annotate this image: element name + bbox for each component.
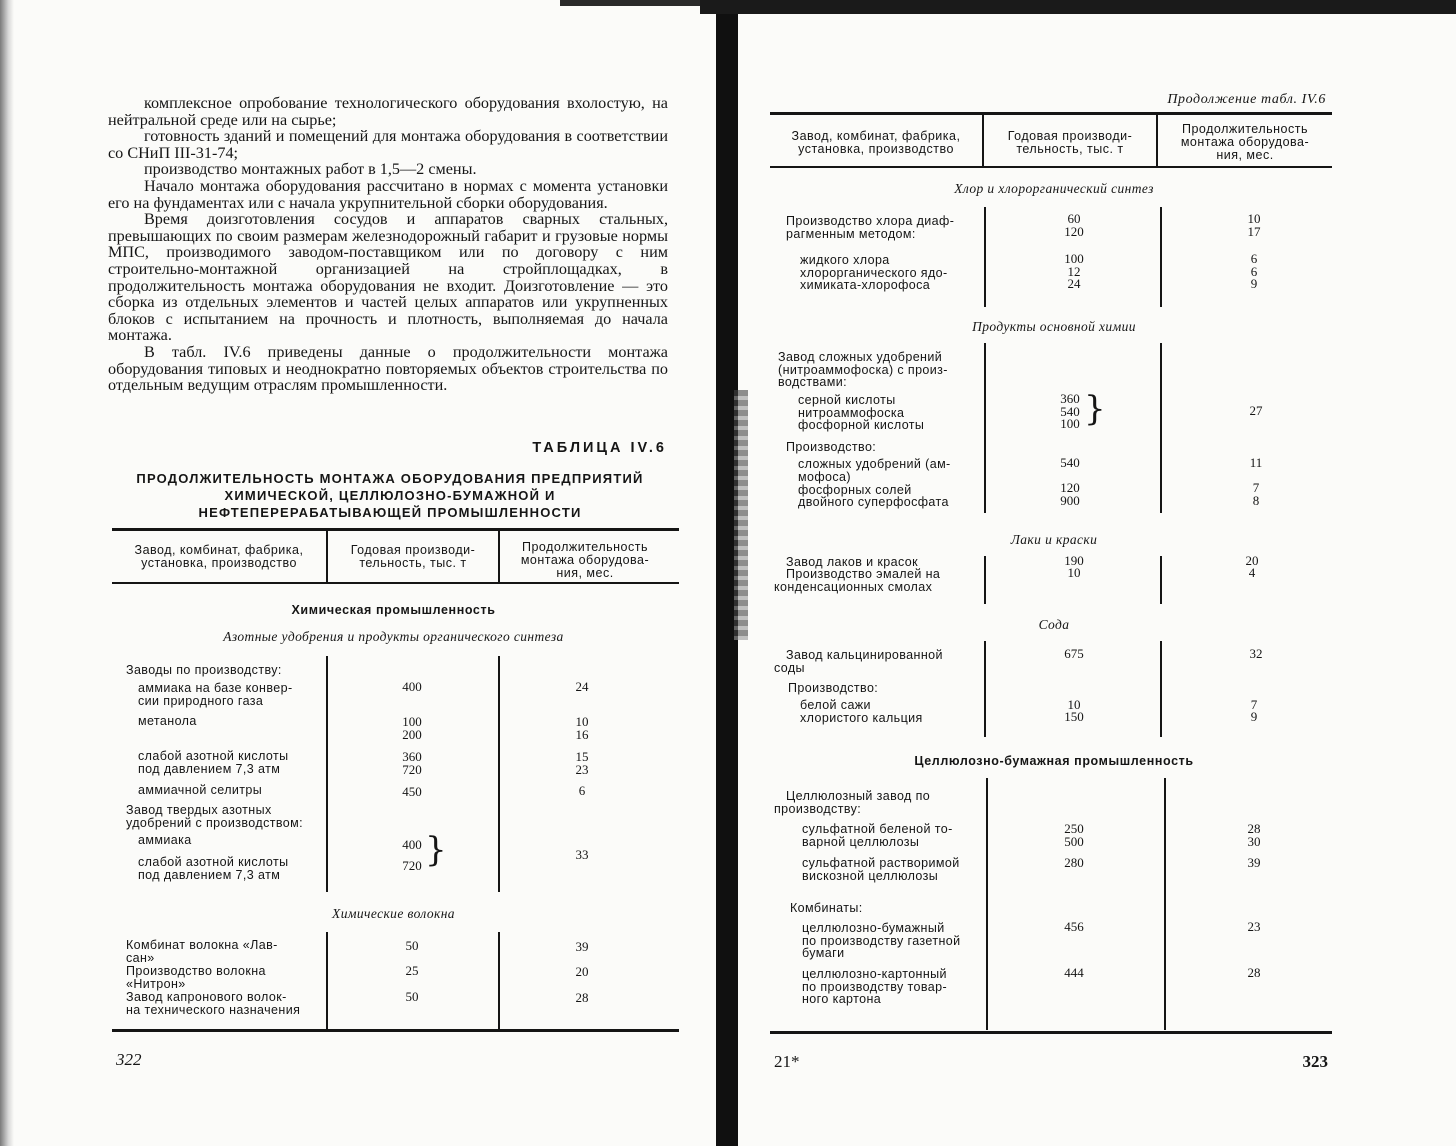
capacity-cell: 25 bbox=[405, 963, 419, 978]
duration-cell: 23 bbox=[1247, 919, 1261, 934]
body-text bbox=[108, 95, 668, 394]
capacity-cell: 450 bbox=[402, 784, 422, 799]
row-name: белой сажи bbox=[800, 698, 871, 712]
header-capacity: Годовая производи- тельность, тыс. т bbox=[350, 543, 476, 570]
duration-cell: 33 bbox=[575, 847, 589, 862]
row-name: аммиака на базе конвер- сии природного газа bbox=[138, 681, 293, 708]
col-divider bbox=[326, 656, 328, 892]
section-heading: Химическая промышленность bbox=[291, 603, 496, 617]
duration-cell: 24 bbox=[575, 679, 589, 694]
duration-cell: 39 bbox=[1247, 855, 1261, 870]
header-name: Завод, комбинат, фабрика, установка, производство bbox=[134, 543, 304, 570]
col-divider bbox=[1160, 207, 1162, 307]
header-name: Завод, комбинат, фабрика, установка, производство bbox=[791, 129, 961, 156]
duration-cell: 20 bbox=[575, 964, 589, 979]
col-divider bbox=[1160, 556, 1162, 604]
section-heading: Целлюлозно-бумажная промышленность bbox=[914, 754, 1194, 768]
row-name: Завод кальцинированной соды bbox=[774, 648, 943, 675]
row-name: сульфатной растворимой вискозной целлюлозы bbox=[802, 856, 960, 883]
row-name: Завод твердых азотных удобрений с производством: bbox=[126, 803, 303, 830]
table-top-rule bbox=[112, 528, 679, 531]
col-divider bbox=[984, 556, 986, 604]
brace: } bbox=[1084, 389, 1106, 429]
duration-cell: 6 6 9 bbox=[1250, 251, 1258, 291]
row-name: сложных удобрений (ам- мофоса) bbox=[798, 457, 951, 484]
section-heading: Лаки и краски bbox=[1010, 532, 1098, 547]
table-top-rule bbox=[770, 112, 1332, 115]
section-heading: Сода bbox=[1038, 617, 1070, 632]
col-divider bbox=[986, 778, 988, 1030]
row-name: аммиачной селитры bbox=[138, 783, 263, 797]
row-name: слабой азотной кислоты под давлением 7,3 атм bbox=[138, 749, 289, 776]
col-divider bbox=[498, 656, 500, 892]
paragraph: Время доизготовления сосудов и аппаратов сварных стальных, превышающих по своим размерам железнодорожный габарит и грузовые нормы МПС, производимого заводом-поставщиком или по договору с ним строительно-монтажной организацией на стройплощадках, в продолжительность монтажа оборудования не входит. Доизготовление — это сборка из отдельных элементов и частей целых аппаратов или укрупненных блоков с испытанием на прочность и плотность, выполняемая до начала монтажа. bbox=[108, 210, 668, 345]
col-divider bbox=[1164, 778, 1166, 1030]
capacity-cell: 360 720 bbox=[402, 749, 422, 777]
row-name: Производство хлора диаф- рагменным методом: bbox=[786, 214, 955, 241]
left-page bbox=[100, 0, 675, 1146]
row-name: фосфорных солей bbox=[798, 483, 912, 497]
duration-cell: 28 bbox=[1247, 965, 1261, 980]
capacity-cell: 360 540 100 bbox=[1060, 391, 1080, 431]
table-title-line: ХИМИЧЕСКОЙ, ЦЕЛЛЮЛОЗНО-БУМАЖНОЙ И bbox=[224, 488, 556, 503]
table-title-line: ПРОДОЛЖИТЕЛЬНОСТЬ МОНТАЖА ОБОРУДОВАНИЯ ПРЕДПРИЯТИЙ bbox=[136, 471, 644, 486]
capacity-cell: 120 bbox=[1060, 480, 1080, 495]
duration-cell: 15 23 bbox=[575, 749, 589, 777]
duration-cell: 28 30 bbox=[1247, 821, 1261, 849]
col-divider bbox=[498, 932, 500, 1030]
right-page bbox=[768, 0, 1338, 1146]
row-name: Производство волокна «Нитрон» bbox=[126, 964, 266, 991]
row-name: Производство: bbox=[788, 681, 879, 695]
capacity-cell: 675 bbox=[1064, 646, 1084, 661]
row-name: Заводы по производству: bbox=[126, 663, 282, 677]
col-divider bbox=[984, 207, 986, 307]
row-name: Комбинаты: bbox=[790, 901, 863, 915]
row-name: целлюлозно-картонный по производству товар- ного картона bbox=[802, 967, 948, 1006]
row-name: Целлюлозный завод по производству: bbox=[774, 789, 931, 816]
capacity-cell: 10 bbox=[1067, 697, 1081, 712]
table-bottom-rule bbox=[770, 1031, 1332, 1034]
page-number: 322 bbox=[116, 1050, 142, 1069]
row-name: Завод капронового волок- на технического назначения bbox=[126, 990, 301, 1017]
capacity-cell: 540 bbox=[1060, 455, 1080, 470]
capacity-cell: 250 500 bbox=[1064, 821, 1084, 849]
row-name: хлористого кальция bbox=[800, 711, 923, 725]
subsection-heading: Азотные удобрения и продукты органического синтеза bbox=[223, 629, 564, 644]
col-divider bbox=[984, 343, 986, 513]
table-label: ТАБЛИЦА IV.6 bbox=[532, 440, 667, 456]
duration-cell: 39 bbox=[575, 939, 589, 954]
header-duration: Продолжительность монтажа оборудова- ния, мес. bbox=[520, 540, 650, 580]
capacity-cell: 280 bbox=[1064, 855, 1084, 870]
capacity-cell: 900 bbox=[1060, 493, 1080, 508]
duration-cell: 7 bbox=[1250, 697, 1258, 712]
row-name: слабой азотной кислоты под давлением 7,3 атм bbox=[138, 855, 289, 882]
col-divider bbox=[326, 932, 328, 1030]
row-name: жидкого хлора хлорорганического ядо- химиката-хлорофоса bbox=[800, 253, 948, 292]
header-rule bbox=[112, 582, 679, 584]
row-name: двойного суперфосфата bbox=[798, 495, 949, 509]
capacity-cell: 400 bbox=[402, 679, 422, 694]
paragraph: производство монтажных работ в 1,5—2 смены. bbox=[144, 160, 477, 179]
row-name: Производство: bbox=[786, 440, 877, 454]
page-signature: 21* bbox=[774, 1052, 800, 1071]
page-number: 323 bbox=[1302, 1052, 1328, 1071]
capacity-cell: 444 bbox=[1064, 965, 1084, 980]
row-name: Производство эмалей на конденсационных смолах bbox=[774, 567, 941, 594]
brace: } bbox=[425, 830, 447, 870]
capacity-cell: 720 bbox=[402, 858, 422, 873]
duration-cell: 11 bbox=[1249, 455, 1263, 470]
duration-cell: 32 bbox=[1249, 646, 1263, 661]
paragraph: Начало монтажа оборудования рассчитано в нормах с момента установки его на фундаментах или с начала укрупнительной сборки оборудования. bbox=[108, 176, 668, 212]
row-name: аммиака bbox=[138, 833, 192, 847]
duration-cell: 10 16 bbox=[575, 714, 589, 742]
paragraph: готовность зданий и помещений для монтажа оборудования в соответствии со СНиП III-31-74; bbox=[108, 127, 668, 162]
duration-cell: 8 bbox=[1252, 493, 1260, 508]
capacity-cell: 100 12 24 bbox=[1064, 251, 1084, 291]
duration-cell: 6 bbox=[578, 783, 586, 798]
continuation-label: Продолжение табл. IV.6 bbox=[1167, 92, 1326, 107]
row-name: Комбинат волокна «Лав- сан» bbox=[126, 938, 278, 965]
capacity-cell: 50 bbox=[405, 989, 419, 1004]
duration-cell: 28 bbox=[575, 990, 589, 1005]
capacity-cell: 60 120 bbox=[1064, 211, 1084, 239]
section-heading: Продукты основной химии bbox=[972, 319, 1136, 334]
row-name: Завод сложных удобрений (нитроаммофоска) с произ- водствами: bbox=[778, 350, 948, 389]
duration-cell: 27 bbox=[1249, 403, 1263, 418]
capacity-cell: 190 bbox=[1064, 553, 1084, 568]
row-name: метанола bbox=[138, 714, 197, 728]
row-name: сульфатной беленой то- варной целлюлозы bbox=[802, 822, 953, 849]
capacity-cell: 100 200 bbox=[402, 714, 422, 742]
duration-cell: 10 17 bbox=[1247, 211, 1261, 239]
col-divider bbox=[1160, 641, 1162, 737]
gutter-shadow bbox=[734, 390, 748, 640]
capacity-cell: 150 bbox=[1064, 709, 1084, 724]
paragraph: В табл. IV.6 приведены данные о продолжительности монтажа оборудования типовых и неоднократно повторяемых объектов строительства по отдельным ведущим отраслям промышленности. bbox=[108, 342, 668, 395]
header-capacity: Годовая производи- тельность, тыс. т bbox=[1007, 129, 1133, 156]
row-name: целлюлозно-бумажный по производству газетной бумаги bbox=[802, 921, 961, 960]
duration-cell: 7 bbox=[1252, 480, 1260, 495]
duration-cell: 4 bbox=[1248, 565, 1256, 580]
table-title bbox=[110, 470, 670, 521]
capacity-cell: 400 bbox=[402, 837, 422, 852]
duration-cell: 20 bbox=[1245, 553, 1259, 568]
table-title-line: НЕФТЕПЕРЕРАБАТЫВАЮЩЕЙ ПРОМЫШЛЕННОСТИ bbox=[198, 505, 582, 520]
capacity-cell: 10 bbox=[1067, 565, 1081, 580]
capacity-cell: 456 bbox=[1064, 919, 1084, 934]
capacity-cell: 50 bbox=[405, 938, 419, 953]
section-heading: Хлор и хлорорганический синтез bbox=[954, 181, 1154, 196]
subsection-heading: Химические волокна bbox=[332, 906, 455, 921]
row-name: Завод лаков и красок bbox=[786, 555, 919, 569]
paragraph: комплексное опробование технологического оборудования вхолостую, на нейтральной среде или на сырье; bbox=[108, 94, 668, 129]
header-duration: Продолжительность монтажа оборудова- ния, мес. bbox=[1180, 122, 1310, 162]
page-edge-shadow bbox=[0, 0, 14, 1146]
row-name: серной кислоты нитроаммофоска фосфорной кислоты bbox=[798, 393, 925, 432]
table-bottom-rule bbox=[112, 1029, 679, 1032]
header-rule bbox=[770, 166, 1332, 168]
duration-cell: 9 bbox=[1250, 709, 1258, 724]
col-divider bbox=[984, 641, 986, 737]
col-divider bbox=[1160, 343, 1162, 513]
